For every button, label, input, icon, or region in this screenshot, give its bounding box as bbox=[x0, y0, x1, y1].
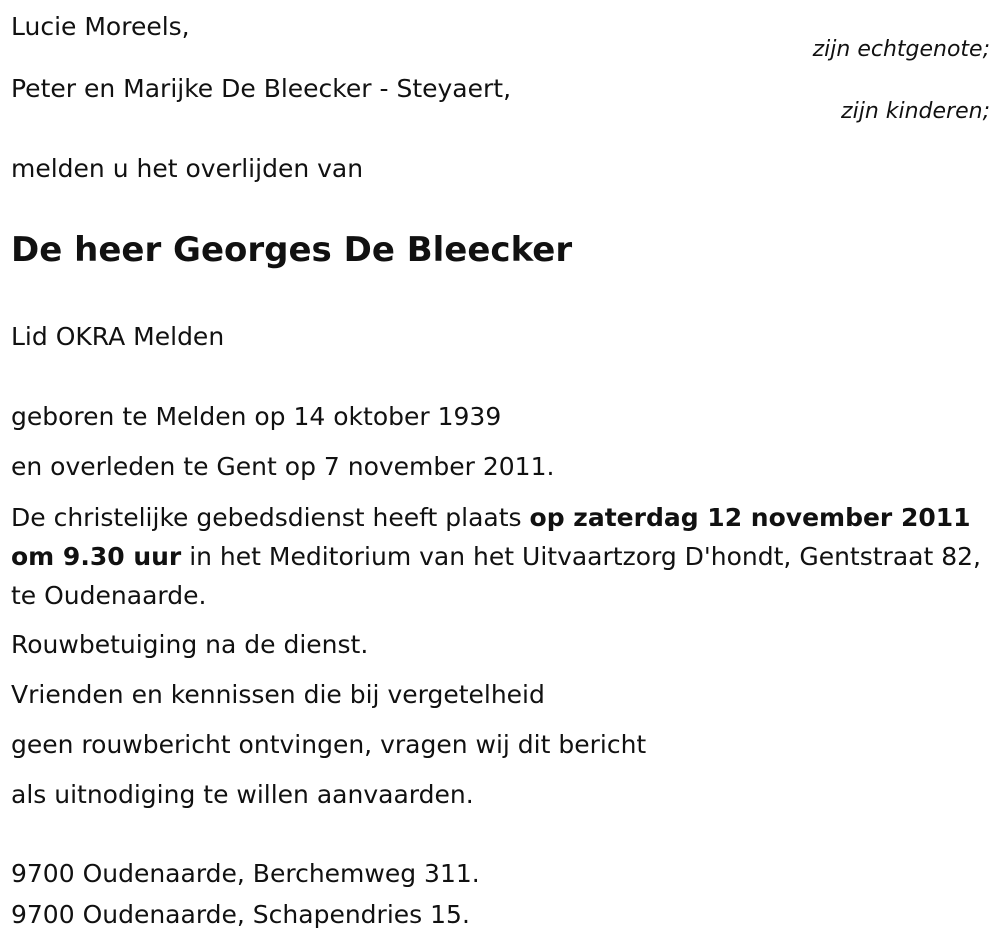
service-intro: De christelijke gebedsdienst heeft plaats bbox=[11, 503, 530, 532]
children-names: Peter en Marijke De Bleecker - Steyaert, bbox=[11, 74, 512, 103]
address-line: 9700 Oudenaarde, Berchemweg 311. bbox=[11, 859, 480, 888]
address-line: 9700 Oudenaarde, Schapendries 15. bbox=[11, 900, 470, 929]
condolence-text: Rouwbetuiging na de dienst. bbox=[11, 630, 369, 659]
service-datetime: op zaterdag 12 november 2011 om 9.30 uur bbox=[11, 503, 971, 571]
children-role: zijn kinderen; bbox=[841, 99, 990, 124]
membership: Lid OKRA Melden bbox=[11, 322, 225, 351]
death-info: en overleden te Gent op 7 november 2011. bbox=[11, 452, 555, 481]
notice-line: Vrienden en kennissen die bij vergetelheid bbox=[11, 680, 545, 709]
service-info bbox=[11, 498, 991, 615]
service-location: in het Meditorium van het Uitvaartzorg D'hondt, Gentstraat 82, te Oudenaarde. bbox=[11, 542, 981, 610]
notice-line: als uitnodiging te willen aanvaarden. bbox=[11, 780, 474, 809]
spouse-role: zijn echtgenote; bbox=[812, 37, 990, 62]
deceased-name: De heer Georges De Bleecker bbox=[11, 230, 573, 270]
notice-line: geen rouwbericht ontvingen, vragen wij dit bericht bbox=[11, 730, 647, 759]
birth-info: geboren te Melden op 14 oktober 1939 bbox=[11, 402, 502, 431]
spouse-name: Lucie Moreels, bbox=[11, 12, 190, 41]
announce-text: melden u het overlijden van bbox=[11, 154, 364, 183]
